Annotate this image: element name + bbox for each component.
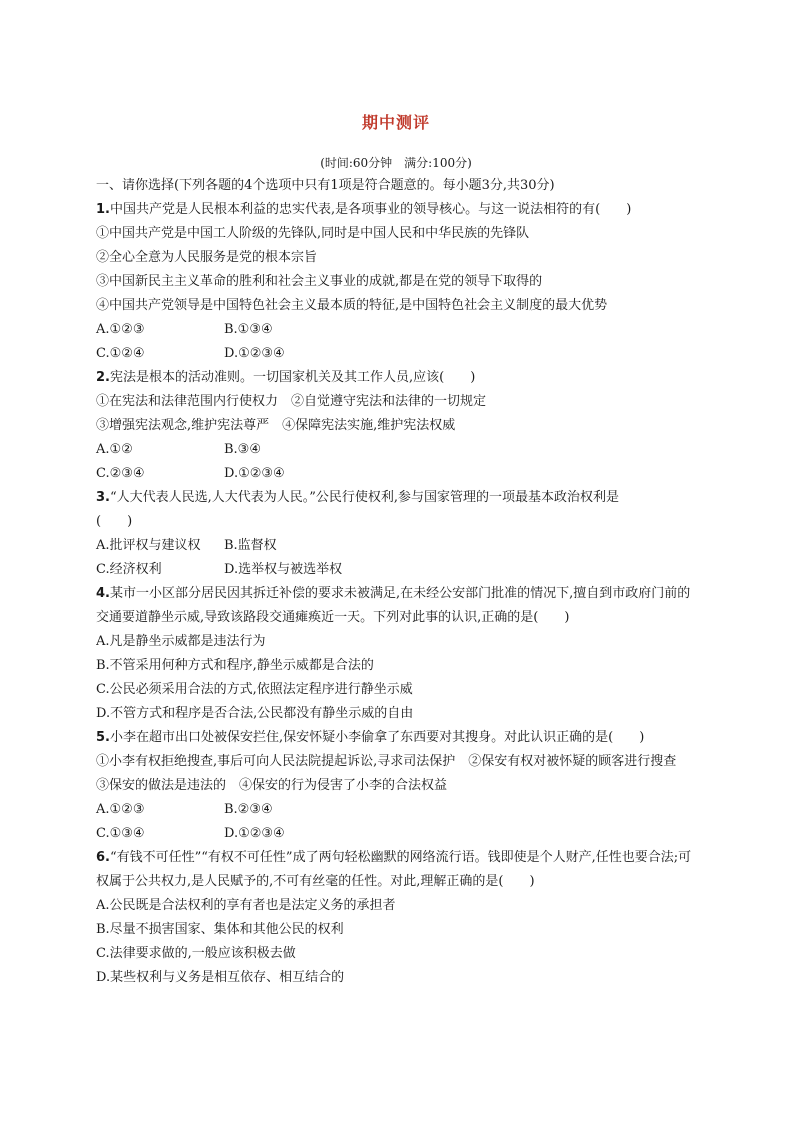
question-6-stem [96,846,696,894]
options-row [96,798,696,822]
options-row [96,438,696,462]
question-number: 5. [96,730,110,745]
question-2-stem [96,366,696,390]
statement: ①在宪法和法律范围内行使权力 ②自觉遵守宪法和法律的一切规定 [96,394,487,409]
answer-blank: ( ) [96,514,133,529]
option-b[interactable]: B.③④ [224,442,261,457]
option-c[interactable]: C.②③④ [96,466,145,481]
section-heading: 一、请你选择(下列各题的4个选项中只有1项是符合题意的。每小题3分,共30分) [96,178,555,193]
option-a[interactable]: A.凡是静坐示威都是违法行为 [96,634,266,649]
options-row [96,342,696,366]
option-a[interactable]: A.①②③ [96,322,145,337]
question-number: 2. [96,370,110,385]
statement: ④中国共产党领导是中国特色社会主义最本质的特征,是中国特色社会主义制度的最大优势 [96,298,608,313]
question-4-stem [96,582,696,630]
option-a[interactable]: A.①② [96,442,133,457]
statement: ③中国新民主主义革命的胜利和社会主义事业的成就,都是在党的领导下取得的 [96,274,543,289]
option-b[interactable]: B.监督权 [224,538,277,553]
question-3-stem [96,486,696,510]
option-a[interactable]: A.批评权与建议权 [96,538,201,553]
question-text: “有钱不可任性”“有权不可任性”成了两句轻松幽默的网络流行语。钱即使是个人财产,任性也要合法;可权属于公共权力,是人民赋予的,不可有丝毫的任性。对此,理解正确的是( ) [96,850,692,889]
option-b[interactable]: B.尽量不损害国家、集体和其他公民的权利 [96,922,344,937]
statement: ①小李有权拒绝搜查,事后可向人民法院提起诉讼,寻求司法保护 ②保安有权对被怀疑的顾客进行搜查 ③保安的做法是违法的 ④保安的行为侵害了小李的合法权益 [96,754,690,793]
option-c[interactable]: C.公民必须采用合法的方式,依照法定程序进行静坐示威 [96,682,413,697]
option-d[interactable]: D.①②③④ [224,466,285,481]
statement: ②全心全意为人民服务是党的根本宗旨 [96,250,318,265]
option-c[interactable]: C.法律要求做的,一般应该积极去做 [96,946,296,961]
options-row [96,318,696,342]
option-c[interactable]: C.①②④ [96,346,145,361]
option-b[interactable]: B.①③④ [224,322,273,337]
question-text: 宪法是根本的活动准则。一切国家机关及其工作人员,应该( ) [109,370,476,385]
option-b[interactable]: B.②③④ [224,802,273,817]
options-row [96,534,696,558]
question-number: 3. [96,490,110,505]
option-a[interactable]: A.公民既是合法权利的享有者也是法定义务的承担者 [96,898,396,913]
question-text: “人大代表人民选,人大代表为人民。”公民行使权利,参与国家管理的一项最基本政治权利是 [109,490,620,505]
option-d[interactable]: D.某些权利与义务是相互依存、相互结合的 [96,970,345,985]
option-b[interactable]: B.不管采用何种方式和程序,静坐示威都是合法的 [96,658,374,673]
question-number: 4. [96,586,110,601]
question-1-stem [96,198,696,222]
question-5-stem [96,726,696,750]
question-number: 1. [96,202,110,217]
options-row [96,822,696,846]
statement: ③增强宪法观念,维护宪法尊严 ④保障宪法实施,维护宪法权威 [96,418,456,433]
statement: ①中国共产党是中国工人阶级的先锋队,同时是中国人民和中华民族的先锋队 [96,226,530,241]
question-text: 某市一小区部分居民因其拆迁补偿的要求未被满足,在未经公安部门批准的情况下,擅自到市政府门前的交通要道静坐示威,导致该路段交通瘫痪近一天。下列对此事的认识,正确的是( ) [96,586,691,625]
option-d[interactable]: D.①②③④ [224,826,285,841]
option-c[interactable]: C.经济权利 [96,562,162,577]
option-d[interactable]: D.选举权与被选举权 [224,562,343,577]
option-d[interactable]: D.①②③④ [224,346,285,361]
option-c[interactable]: C.①③④ [96,826,145,841]
exam-info: (时间:60分钟 满分:100分) [320,156,472,170]
option-d[interactable]: D.不管方式和程序是否合法,公民都没有静坐示威的自由 [96,706,414,721]
exam-page [96,104,696,990]
question-text: 中国共产党是人民根本利益的忠实代表,是各项事业的领导核心。与这一说法相符的有( ) [109,202,632,217]
options-row [96,558,696,582]
page-title: 期中测评 [361,113,430,132]
question-text: 小李在超市出口处被保安拦住,保安怀疑小李偷拿了东西要对其搜身。对此认识正确的是( ) [109,730,645,745]
question-number: 6. [96,850,110,865]
options-row [96,462,696,486]
option-a[interactable]: A.①②③ [96,802,145,817]
